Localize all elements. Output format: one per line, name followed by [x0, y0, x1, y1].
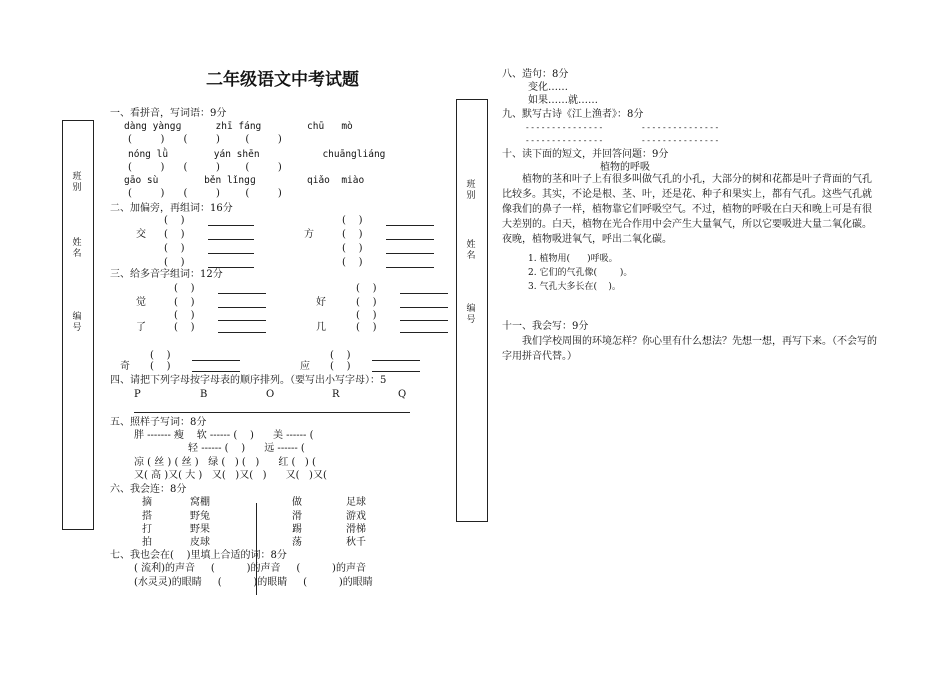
q4-heading: 四、请把下列字母按字母表的顺序排列。（要写出小写字母）：5: [110, 375, 387, 386]
q10-heading: 十、读下面的短文，并回答问题：9分: [502, 149, 669, 160]
binding-label-number: 编号: [72, 312, 82, 333]
q4-letter: O: [266, 389, 275, 400]
q6-item[interactable]: 滑梯: [346, 524, 366, 535]
q7-row2[interactable]: (水灵灵)的眼睛 ( )的眼睛 ( )的眼睛: [134, 577, 373, 588]
q6-item[interactable]: 搭: [142, 511, 152, 522]
q1-pinyin-row1: dàng yàngɡ zhī fáng chū mò: [124, 121, 353, 132]
binding-label-class: 班别: [72, 172, 82, 193]
q6-item[interactable]: 窝棚: [190, 497, 210, 508]
q9-heading: 九、默写古诗《江上渔者》：8分: [502, 109, 644, 120]
q6-heading: 六、我会连：8分: [110, 484, 187, 495]
q1-heading: 一、看拼音，写词语：9分: [110, 108, 227, 119]
q6-item[interactable]: 打: [142, 524, 152, 535]
q3-heading: 三、给多音字组词：12分: [110, 269, 223, 280]
q6-item[interactable]: 足球: [346, 497, 366, 508]
q3-char: 觉: [136, 297, 146, 308]
q10-question[interactable]: 1. 植物用( )呼吸。: [528, 254, 618, 264]
q6-item[interactable]: 秋千: [346, 537, 366, 548]
q9-line[interactable]: - - - - - - - - - - - - - - -: [642, 123, 719, 132]
q10-question[interactable]: 2. 它们的气孔像( )。: [528, 268, 633, 278]
q6-item[interactable]: 野兔: [190, 511, 210, 522]
q3-char: 好: [316, 297, 326, 308]
q5-row3[interactable]: 凉 ( 丝 ) ( 丝 ) 绿 ( ) ( ) 红 ( ) (: [134, 457, 316, 468]
q5-heading: 五、照样子写词：8分: [110, 417, 207, 428]
q11-prompt: 我们学校周围的环境怎样？你心里有什么想法？先想一想，再写下来。（不会写的字用拼音代替。）: [502, 336, 877, 362]
q6-item[interactable]: 踢: [292, 524, 302, 535]
q5-row4[interactable]: 又( 高 )又( 大 ) 又( )又( ) 又( )又(: [134, 470, 327, 481]
q1-answer-row1[interactable]: ( ) ( ) ( ): [128, 134, 282, 145]
q1-pinyin-row3: gāo sù běn lǐngɡ qiǎo miào: [124, 175, 365, 186]
q6-item[interactable]: 摘: [142, 497, 152, 508]
q4-letter: B: [200, 389, 208, 400]
q8-line1: 变化……: [528, 82, 568, 93]
q4-letter: P: [134, 389, 141, 400]
q6-item[interactable]: 滑: [292, 511, 302, 522]
q7-row1[interactable]: ( 流利)的声音 ( )的声音 ( )的声音: [134, 563, 366, 574]
q3-char: 应: [300, 361, 310, 372]
q8-heading: 八、造句：8分: [502, 69, 569, 80]
q1-pinyin-row2: nóng lǜ yán shēn chuāngliáng: [128, 149, 386, 160]
q5-row1[interactable]: 胖 ------- 瘦 软 ------ ( ) 美 ------ (: [134, 430, 314, 441]
q6-item[interactable]: 拍: [142, 537, 152, 548]
q2-char-a: 交: [136, 229, 146, 240]
q6-item[interactable]: 皮球: [190, 537, 210, 548]
q4-letter: Q: [398, 389, 407, 400]
q9-line[interactable]: - - - - - - - - - - - - - - -: [526, 123, 603, 132]
binding-label-class-mid: 班别: [466, 180, 476, 201]
q1-answer-row2[interactable]: ( ) ( ) ( ): [128, 162, 282, 173]
binding-label-name: 姓名: [72, 238, 82, 259]
q10-question[interactable]: 3. 气孔大多长在( )。: [528, 282, 621, 292]
page-title: 二年级语文中考试题: [206, 70, 359, 90]
q3-char: 奇: [120, 361, 130, 372]
binding-label-number-mid: 编号: [466, 304, 476, 325]
q10-passage-title: 植物的呼吸: [600, 162, 650, 173]
binding-label-name-mid: 姓名: [466, 240, 476, 261]
q7-heading: 七、我也会在( )里填上合适的词：8分: [110, 550, 287, 561]
q4-answer-line[interactable]: [134, 412, 410, 413]
q5-row2[interactable]: 轻 ------ ( ) 远 ------ (: [134, 443, 305, 454]
q11-heading: 十一、我会写：9分: [502, 321, 589, 332]
q6-item[interactable]: 做: [292, 497, 302, 508]
q1-answer-row3[interactable]: ( ) ( ) ( ): [128, 188, 282, 199]
q10-passage: 植物的茎和叶子上有很多叫做气孔的小孔，大部分的树和花都是叶子背面的气孔比较多。其实，不论是根、茎、叶，还是花、种子和果实上，都有气孔。这些气孔就像我们的鼻子一样，植物靠它们呼吸空气。不过，植物的呼吸在白天和晚上可是有很大差别的。白天，植物在光合作用中会产生大量氧气，所以它要吸进大量二氧化碳。夜晚，植物吸进氧气，呼出二氧化碳。: [502, 174, 872, 245]
q4-letter: R: [332, 389, 340, 400]
q6-item[interactable]: 荡: [292, 537, 302, 548]
q6-item[interactable]: 野果: [190, 524, 210, 535]
q2-heading: 二、加偏旁，再组词：16分: [110, 203, 233, 214]
q2-char-b: 方: [304, 229, 314, 240]
q6-item[interactable]: 游戏: [346, 511, 366, 522]
q3-char: 了: [136, 322, 146, 333]
q9-line[interactable]: - - - - - - - - - - - - - - -: [526, 136, 603, 145]
q9-line[interactable]: - - - - - - - - - - - - - - -: [642, 136, 719, 145]
q3-char: 几: [316, 322, 326, 333]
q8-line2: 如果……就……: [528, 95, 598, 106]
